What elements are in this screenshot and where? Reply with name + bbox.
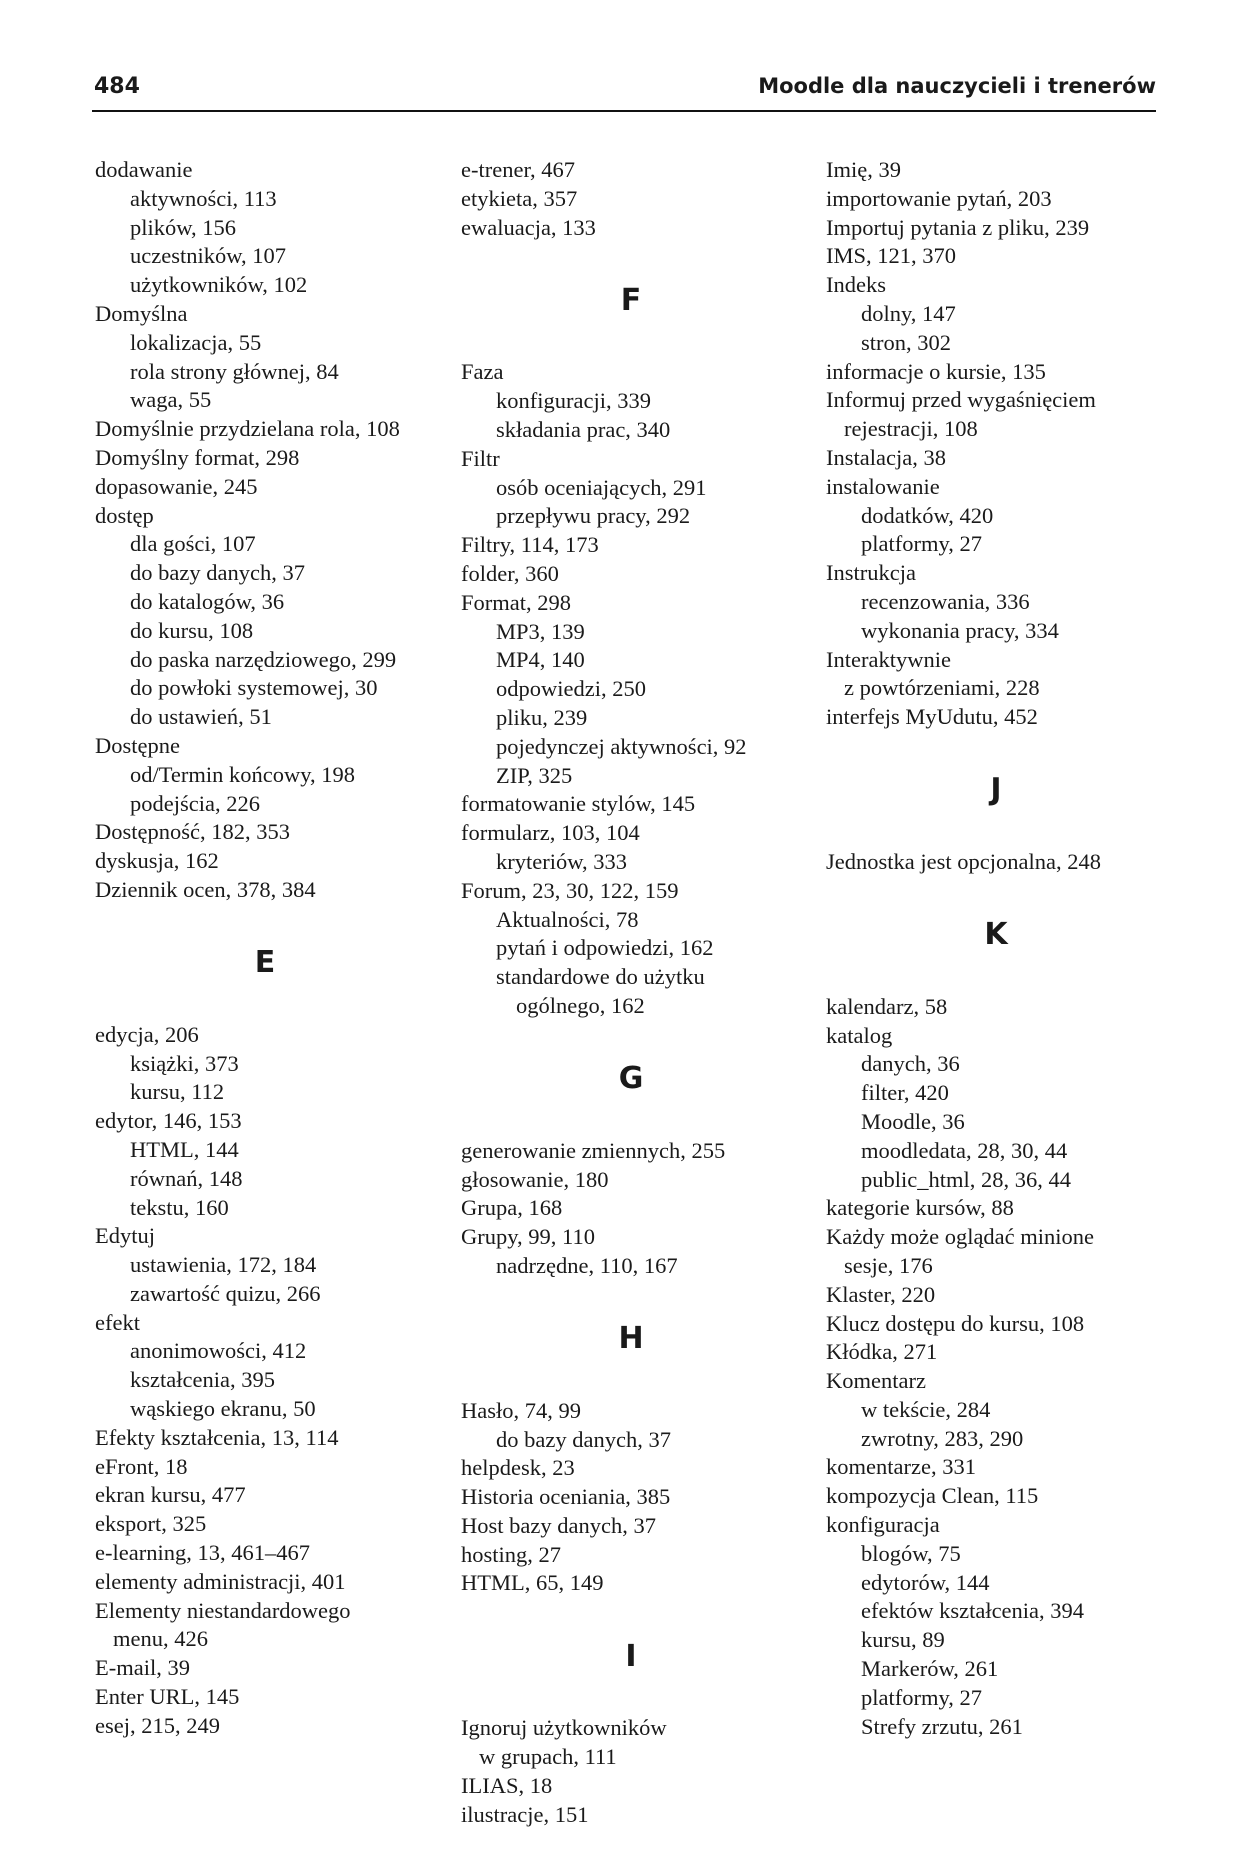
index-subentry: standardowe do użytku [496, 964, 705, 990]
index-entry: E-mail, 39 [95, 1655, 190, 1681]
index-subentry: do bazy danych, 37 [130, 560, 305, 586]
index-entry: Indeks [826, 272, 886, 298]
index-entry: eksport, 325 [95, 1511, 207, 1537]
index-entry: IMS, 121, 370 [826, 243, 957, 269]
index-subentry: platformy, 27 [861, 1684, 983, 1710]
index-entry-continuation: sesje, 176 [844, 1252, 933, 1278]
index-entry-continuation: rejestracji, 108 [844, 416, 978, 442]
index-subentry: danych, 36 [861, 1051, 960, 1077]
section-letter: I [625, 1638, 637, 1674]
running-header [92, 74, 1156, 112]
index-subentry: moodledata, 28, 30, 44 [861, 1137, 1068, 1163]
index-entry: importowanie pytań, 203 [826, 185, 1052, 211]
index-column-2 [461, 156, 801, 1829]
index-entry: Format, 298 [461, 589, 571, 615]
index-subentry: Markerów, 261 [861, 1656, 999, 1682]
index-entry: Imię, 39 [826, 157, 901, 182]
index-subentry: uczestników, 107 [130, 243, 287, 269]
index-column-3 [826, 156, 1166, 1741]
section-letter: F [620, 282, 642, 318]
index-entry: Dostępność, 182, 353 [95, 819, 290, 845]
section-letter: J [990, 772, 1002, 808]
index-entry: Host bazy danych, 37 [461, 1512, 656, 1538]
index-entry: ilustracje, 151 [461, 1801, 589, 1827]
index-subentry: pojedynczej aktywności, 92 [496, 733, 747, 759]
index-entry-continuation: z powtórzeniami, 228 [844, 675, 1040, 701]
index-subentry: MP4, 140 [496, 647, 585, 673]
index-subentry: efektów kształcenia, 394 [861, 1598, 1085, 1624]
index-subentry: równań, 148 [130, 1165, 243, 1191]
index-entry: ewaluacja, 133 [461, 214, 596, 240]
index-entry: ILIAS, 18 [461, 1772, 553, 1798]
index-entry: Importuj pytania z pliku, 239 [826, 214, 1090, 240]
index-entry-continuation: menu, 426 [113, 1626, 208, 1652]
index-entry: eFront, 18 [95, 1453, 188, 1479]
index-entry: e-learning, 13, 461–467 [95, 1540, 310, 1566]
section-letter: G [618, 1061, 644, 1097]
index-entry: kalendarz, 58 [826, 993, 948, 1019]
index-entry: Filtr [461, 445, 500, 471]
index-entry: Domyślna [95, 300, 188, 326]
index-subentry: do katalogów, 36 [130, 588, 285, 614]
index-entry: Forum, 23, 30, 122, 159 [461, 877, 679, 903]
index-subentry: do bazy danych, 37 [496, 1426, 671, 1452]
index-entry: komentarze, 331 [826, 1454, 976, 1480]
section-letter: H [618, 1321, 644, 1357]
index-subentry: kryteriów, 333 [496, 848, 628, 874]
index-subentry: ustawienia, 172, 184 [130, 1252, 317, 1278]
index-entry: edytor, 146, 153 [95, 1108, 242, 1134]
index-subentry: wąskiego ekranu, 50 [130, 1396, 316, 1422]
index-entry: dodawanie [95, 157, 193, 182]
index-entry: folder, 360 [461, 560, 559, 586]
index-entry: edycja, 206 [95, 1021, 199, 1047]
index-subentry: blogów, 75 [861, 1540, 961, 1566]
index-entry: informacje o kursie, 135 [826, 358, 1046, 384]
index-entry: Filtry, 114, 173 [461, 532, 599, 558]
index-entry: efekt [95, 1309, 140, 1335]
index-subentry: ZIP, 325 [496, 762, 573, 788]
page-number: 484 [94, 74, 140, 99]
index-subentry: tekstu, 160 [130, 1194, 229, 1220]
index-subentry: Moodle, 36 [861, 1108, 965, 1134]
index-entry: Edytuj [95, 1223, 155, 1249]
index-entry: Instalacja, 38 [826, 444, 946, 470]
index-entry: Grupy, 99, 110 [461, 1224, 595, 1250]
index-entry: Grupa, 168 [461, 1195, 563, 1221]
index-entry: Elementy niestandardowego [95, 1597, 351, 1623]
index-subentry: konfiguracji, 339 [496, 388, 651, 414]
index-subentry: do paska narzędziowego, 299 [130, 646, 397, 672]
index-entry: e-trener, 467 [461, 157, 576, 182]
index-subentry: public_html, 28, 36, 44 [861, 1166, 1071, 1192]
index-entry: Klucz dostępu do kursu, 108 [826, 1310, 1085, 1336]
index-entry: helpdesk, 23 [461, 1455, 575, 1481]
index-subentry: plików, 156 [130, 214, 237, 240]
index-entry: kategorie kursów, 88 [826, 1195, 1014, 1221]
index-entry: esej, 215, 249 [95, 1712, 220, 1738]
index-entry: Efekty kształcenia, 13, 114 [95, 1424, 339, 1450]
index-entry: Historia oceniania, 385 [461, 1484, 671, 1510]
index-subentry: przepływu pracy, 292 [496, 503, 691, 529]
section-letter: E [254, 945, 276, 981]
index-entry: Enter URL, 145 [95, 1684, 240, 1710]
index-subentry: zwrotny, 283, 290 [861, 1425, 1024, 1451]
index-subentry: osób oceniających, 291 [496, 474, 707, 500]
index-subentry: użytkowników, 102 [130, 272, 308, 298]
index-entry: etykieta, 357 [461, 185, 578, 211]
index-entry: Ignoruj użytkowników [461, 1715, 667, 1741]
index-entry: Domyślny format, 298 [95, 444, 300, 470]
index-subentry: od/Termin końcowy, 198 [130, 761, 356, 787]
index-subentry: MP3, 139 [496, 618, 585, 644]
index-subentry: recenzowania, 336 [861, 588, 1030, 614]
index-subentry: Aktualności, 78 [496, 906, 639, 932]
index-entry: Dostępne [95, 732, 180, 758]
index-entry: Komentarz [826, 1368, 926, 1394]
index-entry: Każdy może oglądać minione [826, 1224, 1095, 1250]
index-subentry: nadrzędne, 110, 167 [496, 1252, 678, 1278]
index-subentry: lokalizacja, 55 [130, 329, 262, 355]
index-subentry: składania prac, 340 [496, 416, 671, 442]
index-entry: Dziennik ocen, 378, 384 [95, 876, 316, 902]
index-subentry: do powłoki systemowej, 30 [130, 675, 378, 701]
index-subentry: pliku, 239 [496, 704, 588, 730]
index-entry: elementy administracji, 401 [95, 1568, 346, 1594]
index-entry-continuation: w grupach, 111 [479, 1744, 617, 1770]
index-entry: dyskusja, 162 [95, 848, 219, 874]
section-letter: K [984, 917, 1008, 953]
index-entry: Interaktywnie [826, 646, 951, 672]
index-entry: Jednostka jest opcjonalna, 248 [826, 848, 1101, 874]
index-entry: hosting, 27 [461, 1541, 562, 1567]
index-entry: dopasowanie, 245 [95, 473, 258, 499]
index-subentry: edytorów, 144 [861, 1569, 990, 1595]
index-entry: głosowanie, 180 [461, 1166, 609, 1192]
index-subentry: kursu, 112 [130, 1079, 225, 1105]
index-entry: generowanie zmiennych, 255 [461, 1137, 726, 1163]
index-entry: interfejs MyUdutu, 452 [826, 704, 1038, 730]
index-subentry: aktywności, 113 [130, 185, 277, 211]
index-subentry: dodatków, 420 [861, 502, 994, 528]
index-entry: HTML, 65, 149 [461, 1570, 604, 1596]
index-entry: Hasło, 74, 99 [461, 1397, 581, 1423]
index-entry: konfiguracja [826, 1512, 940, 1538]
index-entry: formularz, 103, 104 [461, 820, 640, 846]
index-subentry: kursu, 89 [861, 1627, 945, 1653]
index-entry: dostęp [95, 502, 154, 528]
index-entry: ekran kursu, 477 [95, 1482, 246, 1508]
index-subentry: pytań i odpowiedzi, 162 [496, 935, 714, 961]
index-subentry: filter, 420 [861, 1080, 949, 1106]
index-subentry: zawartość quizu, 266 [130, 1280, 321, 1306]
index-subentry: kształcenia, 395 [130, 1367, 275, 1393]
index-entry: Instrukcja [826, 560, 916, 586]
index-subentry: rola strony głównej, 84 [130, 358, 339, 384]
index-entry: Klaster, 220 [826, 1281, 936, 1307]
index-subentry: książki, 373 [130, 1050, 239, 1076]
index-subentry: dla gości, 107 [130, 531, 256, 557]
index-entry: instalowanie [826, 473, 940, 499]
index-subentry: do kursu, 108 [130, 617, 254, 643]
index-subentry: anonimowości, 412 [130, 1338, 307, 1364]
index-subentry: HTML, 144 [130, 1136, 239, 1162]
index-subentry: do ustawień, 51 [130, 704, 272, 730]
index-subentry: w tekście, 284 [861, 1396, 991, 1422]
index-subentry: dolny, 147 [861, 300, 956, 326]
index-entry: Domyślnie przydzielana rola, 108 [95, 416, 400, 442]
index-subentry: waga, 55 [130, 387, 212, 413]
index-subentry: wykonania pracy, 334 [861, 617, 1059, 643]
index-subentry: platformy, 27 [861, 531, 983, 557]
index-subentry: odpowiedzi, 250 [496, 676, 646, 702]
index-entry: kompozycja Clean, 115 [826, 1483, 1039, 1509]
index-entry: katalog [826, 1022, 893, 1048]
index-entry: Faza [461, 359, 504, 385]
index-subentry: podejścia, 226 [130, 790, 260, 816]
index-column-1 [95, 156, 435, 1741]
index-subentry: Strefy zrzutu, 261 [861, 1713, 1023, 1739]
index-subentry: ogólnego, 162 [516, 992, 645, 1018]
index-entry: Kłódka, 271 [826, 1339, 938, 1365]
index-entry: Informuj przed wygaśnięciem [826, 387, 1096, 413]
index-subentry: stron, 302 [861, 329, 951, 355]
book-title: Moodle dla nauczycieli i trenerów [758, 74, 1156, 98]
index-entry: formatowanie stylów, 145 [461, 791, 696, 817]
